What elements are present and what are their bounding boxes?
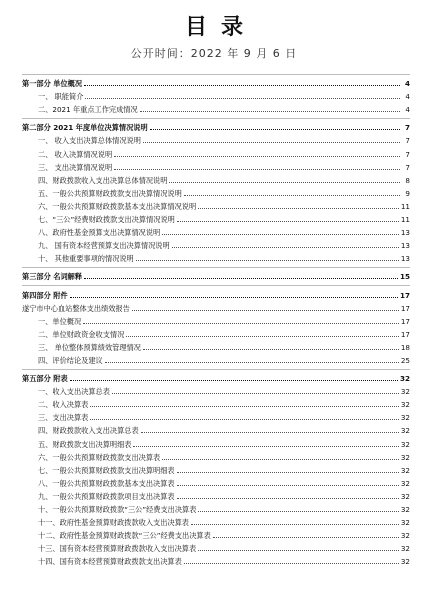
dot-leader <box>133 446 398 447</box>
dot-leader <box>177 498 399 499</box>
toc-entry-label: 二、2021 年重点工作完成情况 <box>38 105 138 115</box>
dot-leader <box>84 85 400 86</box>
toc-entry-label: 十、一般公共预算财政拨款“三公”经费支出决算表 <box>38 505 197 514</box>
dot-leader <box>184 563 399 564</box>
toc-entry-label: 七、“三公”经费财政拨款支出决算情况说明 <box>38 215 175 225</box>
toc-entry-label: 十三、国有资本经营预算财政拨款收入支出决算表 <box>38 544 197 554</box>
toc-entry-label: 第三部分 名词解释 <box>22 272 83 282</box>
toc-entry-page: 32 <box>400 518 410 528</box>
toc-entry-label: 四、财政拨款收入支出决算总体情况说明 <box>38 175 168 185</box>
toc-entry-page: 7 <box>405 136 410 146</box>
dot-leader <box>83 323 399 324</box>
toc-entry-label: 二、 收入决算情况说明 <box>38 149 113 159</box>
toc-entry-label: 十、 其他重要事项的情况说明 <box>38 254 134 264</box>
toc-entry-label: 一、 收入支出决算总体情况说明 <box>38 136 141 146</box>
dot-leader <box>90 406 399 407</box>
toc-entry[interactable] <box>22 250 410 263</box>
toc-entry[interactable] <box>22 396 410 409</box>
toc-entry-page: 11 <box>400 201 410 211</box>
toc-entry[interactable] <box>22 501 410 514</box>
toc-entry-label: 一、单位概况 <box>38 316 82 326</box>
toc-entry[interactable] <box>22 409 410 422</box>
dot-leader <box>198 511 398 512</box>
dot-leader <box>112 393 399 394</box>
toc-entry[interactable] <box>22 237 410 250</box>
toc-entry-label: 二、收入决算表 <box>38 400 89 410</box>
toc-entry[interactable] <box>22 488 410 501</box>
dot-leader <box>132 310 399 311</box>
toc-entry[interactable] <box>22 553 410 566</box>
toc-entry-label: 七、一般公共预算财政拨款支出决算明细表 <box>38 465 175 475</box>
toc-entry[interactable] <box>22 475 410 488</box>
toc-entry[interactable] <box>22 211 410 224</box>
publish-date: 公开时间：2022 年 9 月 6 日 <box>130 47 298 60</box>
dot-leader <box>126 336 399 337</box>
dot-leader <box>136 260 399 261</box>
toc-entry-page: 32 <box>400 413 410 423</box>
toc-entry-label: 遂宁市中心血站整体支出绩效报告 <box>22 303 130 313</box>
toc-entry-page: 4 <box>405 92 410 102</box>
toc-entry[interactable] <box>22 313 410 326</box>
toc-entry-page: 4 <box>405 105 410 115</box>
toc-entry-label: 第五部分 附表 <box>22 374 68 384</box>
toc-entry[interactable] <box>22 540 410 553</box>
toc-part-entry[interactable] <box>22 74 410 88</box>
dot-leader <box>84 278 398 279</box>
toc-entry-label: 九、一般公共预算财政拨款项目支出决算表 <box>38 491 175 501</box>
toc-entry-page: 17 <box>400 316 410 326</box>
dot-leader <box>213 537 399 538</box>
table-of-contents <box>22 74 410 566</box>
toc-entry[interactable] <box>22 527 410 540</box>
toc-entry-page: 32 <box>400 439 410 449</box>
toc-entry[interactable] <box>22 435 410 448</box>
toc-entry-label: 十一、政府性基金预算财政拨款收入支出决算表 <box>38 518 189 528</box>
dot-leader <box>177 485 399 486</box>
toc-entry-page: 13 <box>400 254 410 264</box>
toc-entry[interactable] <box>22 88 410 101</box>
toc-entry-page: 32 <box>400 387 410 397</box>
toc-entry-page: 17 <box>400 303 410 313</box>
toc-entry[interactable] <box>22 101 410 114</box>
dot-leader <box>162 234 399 235</box>
toc-entry-page: 32 <box>400 465 410 475</box>
toc-entry[interactable] <box>22 352 410 365</box>
toc-entry-label: 第二部分 2021 年度单位决算情况说明 <box>22 123 148 133</box>
dot-leader <box>140 111 400 112</box>
toc-entry-page: 8 <box>405 175 410 185</box>
dot-leader <box>172 247 399 248</box>
toc-entry-label: 五、财政拨款支出决算明细表 <box>38 439 132 449</box>
dot-leader <box>184 195 400 196</box>
dot-leader <box>150 129 400 130</box>
toc-entry[interactable] <box>22 172 410 185</box>
page-title: 目录 <box>184 15 257 40</box>
toc-entry-page: 4 <box>404 79 410 89</box>
toc-part-entry[interactable] <box>22 267 410 281</box>
toc-entry[interactable] <box>22 449 410 462</box>
toc-entry-page: 17 <box>400 329 410 339</box>
toc-entry-page: 32 <box>399 374 410 384</box>
toc-entry-page: 7 <box>405 149 410 159</box>
dot-leader <box>191 524 399 525</box>
toc-entry-label: 一、 职能简介 <box>38 92 84 102</box>
toc-entry[interactable] <box>22 422 410 435</box>
dot-leader <box>105 362 399 363</box>
toc-entry[interactable] <box>22 383 410 396</box>
toc-part-entry[interactable] <box>22 369 410 383</box>
toc-entry-page: 11 <box>400 215 410 225</box>
toc-entry-label: 十四、国有资本经营预算财政拨款支出决算表 <box>38 557 182 567</box>
toc-entry-label: 八、一般公共预算财政拨款基本支出决算表 <box>38 478 175 488</box>
toc-entry[interactable] <box>22 145 410 158</box>
dot-leader <box>90 419 399 420</box>
dot-leader <box>114 156 400 157</box>
toc-entry[interactable] <box>22 514 410 527</box>
toc-entry-page: 13 <box>400 241 410 251</box>
toc-entry-page: 32 <box>400 544 410 554</box>
toc-part-entry[interactable] <box>22 285 410 299</box>
dot-leader <box>141 432 399 433</box>
toc-entry-label: 五、一般公共预算财政拨款支出决算情况说明 <box>38 188 182 198</box>
toc-entry-page: 32 <box>400 531 410 541</box>
toc-entry-page: 7 <box>405 162 410 172</box>
toc-entry-label: 一、收入支出决算总表 <box>38 387 110 397</box>
dot-leader <box>198 208 399 209</box>
toc-entry-page: 32 <box>400 426 410 436</box>
toc-entry-label: 三、 支出决算情况说明 <box>38 162 113 172</box>
dot-leader <box>162 459 399 460</box>
toc-entry-label: 四、财政拨款收入支出决算总表 <box>38 426 139 436</box>
dot-leader <box>198 550 399 551</box>
toc-entry[interactable] <box>22 339 410 352</box>
toc-entry[interactable] <box>22 300 410 313</box>
dot-leader <box>143 349 399 350</box>
toc-entry[interactable] <box>22 185 410 198</box>
toc-entry[interactable] <box>22 224 410 237</box>
dot-leader <box>177 221 399 222</box>
toc-entry[interactable] <box>22 132 410 145</box>
toc-part-entry[interactable] <box>22 118 410 132</box>
dot-leader <box>169 182 400 183</box>
dot-leader <box>70 380 398 381</box>
toc-entry-label: 四、评价结论及建议 <box>38 355 103 365</box>
toc-entry-page: 32 <box>400 400 410 410</box>
dot-leader <box>114 169 400 170</box>
toc-entry-page: 32 <box>400 491 410 501</box>
toc-entry-page: 15 <box>399 272 410 282</box>
toc-entry-page: 32 <box>400 452 410 462</box>
toc-entry-page: 13 <box>400 228 410 238</box>
dot-leader <box>143 142 400 143</box>
toc-entry[interactable] <box>22 198 410 211</box>
toc-entry-page: 17 <box>399 290 410 300</box>
dot-leader <box>177 472 399 473</box>
toc-entry-label: 八、政府性基金预算支出决算情况说明 <box>38 228 161 238</box>
toc-entry-label: 十二、政府性基金预算财政拨款“三公”经费支出决算表 <box>38 531 211 541</box>
toc-entry-label: 二、单位财政资金收支情况 <box>38 329 125 339</box>
toc-entry-page: 32 <box>400 557 410 567</box>
toc-entry[interactable] <box>22 462 410 475</box>
toc-entry-label: 三、支出决算表 <box>38 413 89 423</box>
toc-entry[interactable] <box>22 326 410 339</box>
toc-entry-label: 六、一般公共预算财政拨款支出决算表 <box>38 452 161 462</box>
toc-entry-label: 第四部分 附件 <box>22 290 68 300</box>
toc-entry-page: 25 <box>400 355 410 365</box>
toc-entry-label: 第一部分 单位概况 <box>22 79 83 89</box>
toc-entry-page: 18 <box>400 342 410 352</box>
dot-leader <box>70 297 398 298</box>
toc-entry-page: 9 <box>405 188 410 198</box>
toc-entry-page: 32 <box>400 478 410 488</box>
toc-entry-label: 九、 国有资本经营预算支出决算情况说明 <box>38 241 170 251</box>
toc-entry[interactable] <box>22 159 410 172</box>
toc-entry-label: 六、一般公共预算财政拨款基本支出决算情况说明 <box>38 201 197 211</box>
toc-entry-page: 7 <box>404 123 410 133</box>
dot-leader <box>85 98 400 99</box>
toc-entry-page: 32 <box>400 505 410 514</box>
toc-entry-label: 三、 单位整体预算绩效管理情况 <box>38 342 141 352</box>
